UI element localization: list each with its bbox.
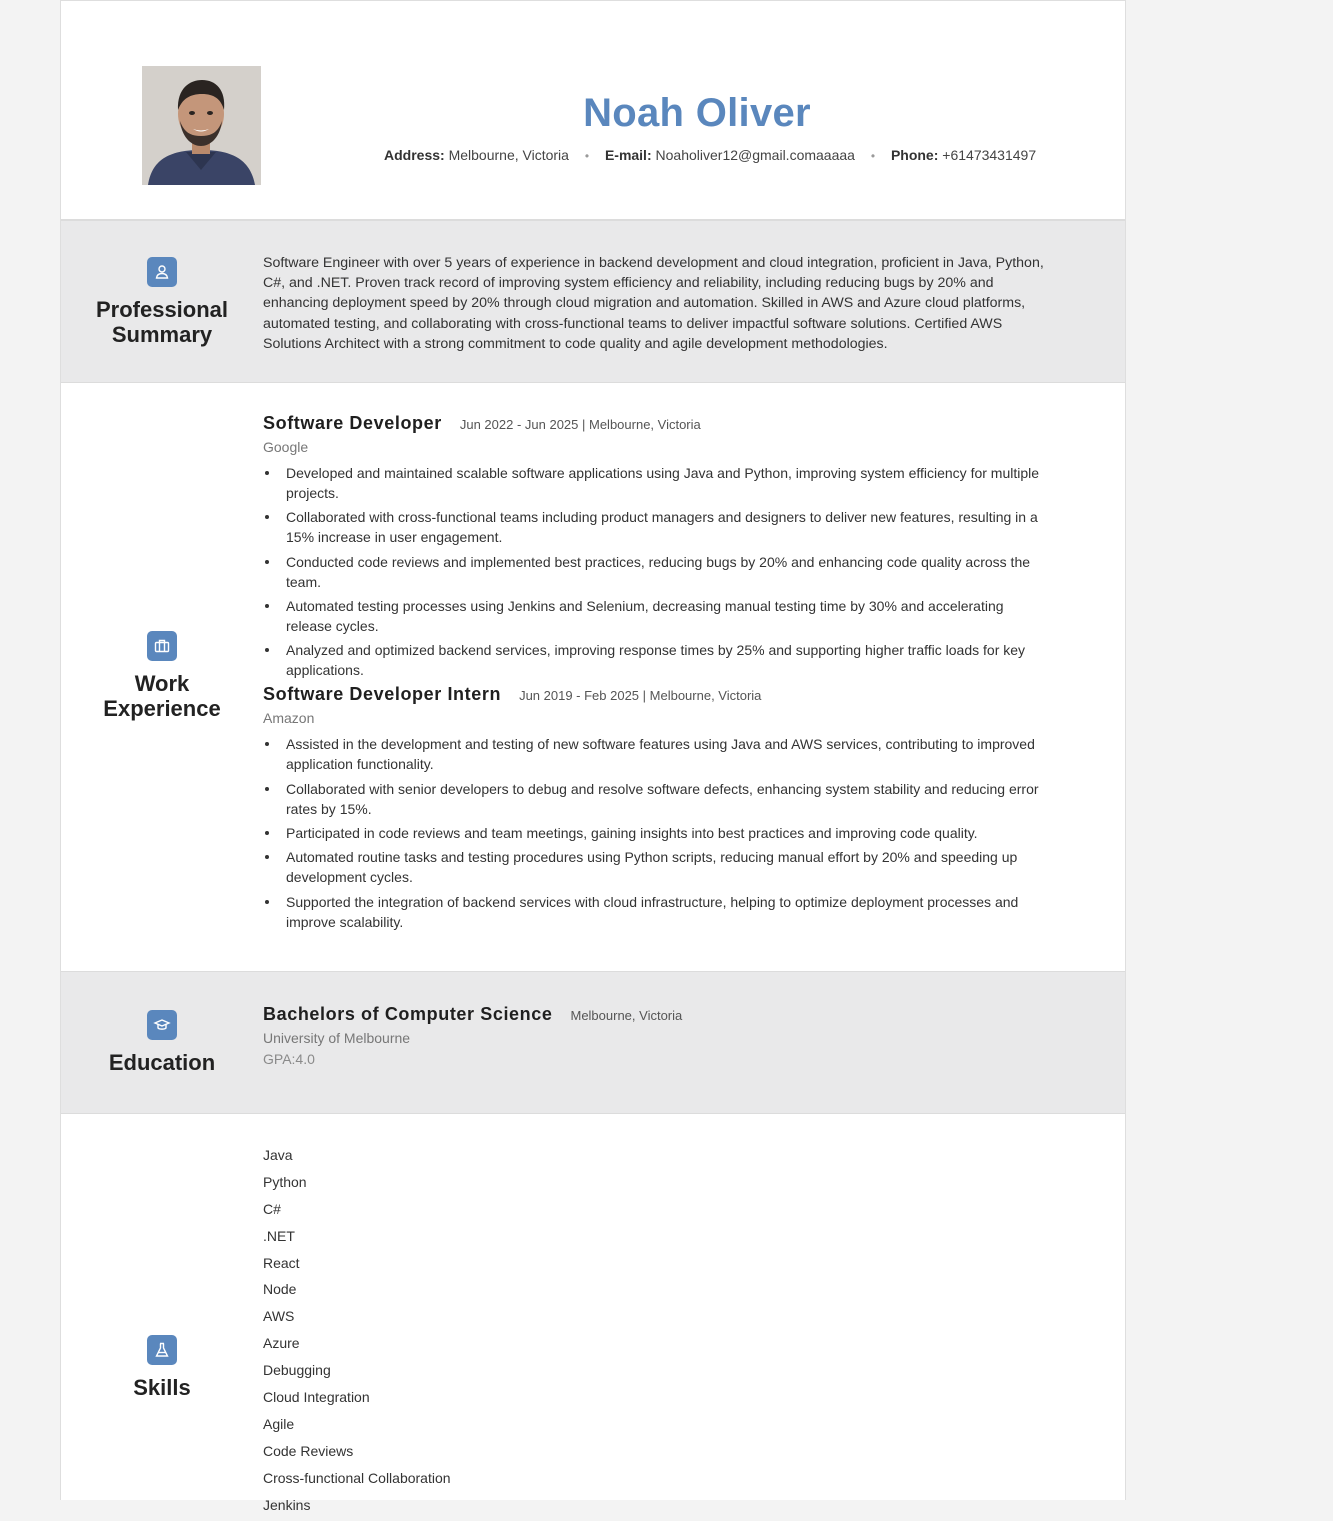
list-item: Automated routine tasks and testing procedures using Python scripts, reducing manual effort by 20% and speeding up development cycles. [263, 847, 1053, 887]
skills-side [61, 1335, 263, 1400]
job-entry [263, 684, 1053, 931]
education-section [61, 971, 1125, 1114]
work-section [61, 383, 1125, 972]
section-title: Education [108, 1050, 216, 1075]
education-location: Melbourne, Victoria [570, 1008, 683, 1023]
job-meta: Jun 2022 - Jun 2025 | Melbourne, Victoria [459, 417, 701, 432]
contact-line [384, 147, 1036, 163]
list-item: Assisted in the development and testing of new software features using Java and AWS services, contributing to improved application functionality. [263, 734, 1053, 774]
list-item: Automated testing processes using Jenkins and Selenium, decreasing manual testing time by 30% and accelerating release cycles. [263, 596, 1053, 636]
job-bullets [263, 734, 1053, 931]
job-company: Google [263, 439, 309, 455]
skill-item: Agile [263, 1415, 295, 1432]
job-title: Software Developer Intern [263, 684, 502, 705]
list-item: Collaborated with senior developers to debug and resolve software defects, enhancing system stability and reducing error rates by 15%. [263, 779, 1053, 819]
summary-section [61, 220, 1125, 383]
education-side [61, 1010, 263, 1075]
list-item: Developed and maintained scalable software applications using Java and Python, improving system efficiency for multiple projects. [263, 463, 1053, 503]
skill-item: React [263, 1254, 300, 1271]
job-bullets [263, 463, 1053, 680]
skill-item: Jenkins [263, 1496, 311, 1513]
work-content [263, 413, 1053, 936]
skill-item: Code Reviews [263, 1442, 354, 1459]
degree-title: Bachelors of Computer Science [263, 1004, 553, 1024]
list-item: Participated in code reviews and team meetings, gaining insights into best practices and improving code quality. [263, 823, 1053, 843]
candidate-name: Noah Oliver [583, 91, 811, 135]
job-entry [263, 413, 1053, 680]
contact-separator: • [584, 149, 590, 163]
briefcase-icon [147, 631, 177, 661]
skill-item: Cloud Integration [263, 1389, 370, 1406]
email-value: Noaholiver12@gmail.comaaaaa [655, 147, 855, 163]
skill-item: AWS [263, 1308, 295, 1325]
skill-item: .NET [263, 1227, 295, 1244]
resume-page [60, 0, 1126, 1513]
flask-icon [147, 1335, 177, 1365]
list-item: Conducted code reviews and implemented best practices, reducing bugs by 20% and enhancing code quality across the team. [263, 552, 1053, 592]
skill-item: Python [263, 1173, 307, 1190]
address-label: Address: [384, 147, 445, 163]
skill-item: Cross-functional Collaboration [263, 1469, 451, 1486]
section-title: Work Experience [103, 671, 221, 721]
skill-item: Debugging [263, 1362, 331, 1379]
job-title: Software Developer [263, 413, 442, 433]
phone-value: +61473431497 [942, 147, 1037, 163]
work-side [61, 631, 263, 721]
contact-separator: • [870, 149, 876, 163]
email-label: E-mail: [604, 147, 652, 163]
list-item: Supported the integration of backend services with cloud infrastructure, helping to optimize deployment processes and improve scalability. [263, 892, 1053, 932]
list-item: Collaborated with cross-functional teams including product managers and designers to deliver new features, resulting in a 15% increase in user engagement. [263, 507, 1053, 547]
job-company: Amazon [263, 710, 315, 727]
summary-text: Software Engineer with over 5 years of experience in backend development and cloud integration, proficient in Java, Python, C#, and .NET. Proven track record of improving system efficiency and reliability, including reducing bugs by 20% and enhancing deployment speed by 20% through cloud migration and automation. Skilled in AWS and Azure cloud platforms, automated testing, and collaborating with cross-functional teams to deliver impactful software solutions. Certified AWS Solutions Architect with a strong commitment to code quality and agile development methodologies. [263, 255, 1044, 352]
skill-item: Node [263, 1281, 297, 1298]
summary-content [263, 253, 1053, 354]
job-header [263, 413, 1053, 434]
job-header [263, 684, 1053, 705]
school-name: University of Melbourne [263, 1030, 411, 1046]
skill-item: Azure [263, 1335, 300, 1352]
skills-list [263, 1145, 1053, 1521]
skill-item: C# [263, 1200, 281, 1217]
skills-section [61, 1114, 1125, 1514]
education-content [263, 1004, 1053, 1067]
address-value: Melbourne, Victoria [448, 147, 569, 163]
skill-item: Java [263, 1147, 293, 1163]
list-item: Analyzed and optimized backend services, improving response times by 25% and supporting higher traffic loads for key applications. [263, 640, 1053, 680]
summary-side [61, 257, 263, 347]
gpa: GPA:4.0 [263, 1051, 315, 1067]
education-header [263, 1004, 1053, 1025]
graduation-cap-icon [147, 1010, 177, 1040]
resume-header [61, 1, 1125, 220]
job-meta: Jun 2019 - Feb 2025 | Melbourne, Victoria [519, 688, 762, 704]
user-icon [147, 257, 177, 287]
section-title: Skills [133, 1375, 191, 1400]
phone-label: Phone: [890, 147, 939, 163]
section-title: Professional Summary [95, 297, 229, 347]
